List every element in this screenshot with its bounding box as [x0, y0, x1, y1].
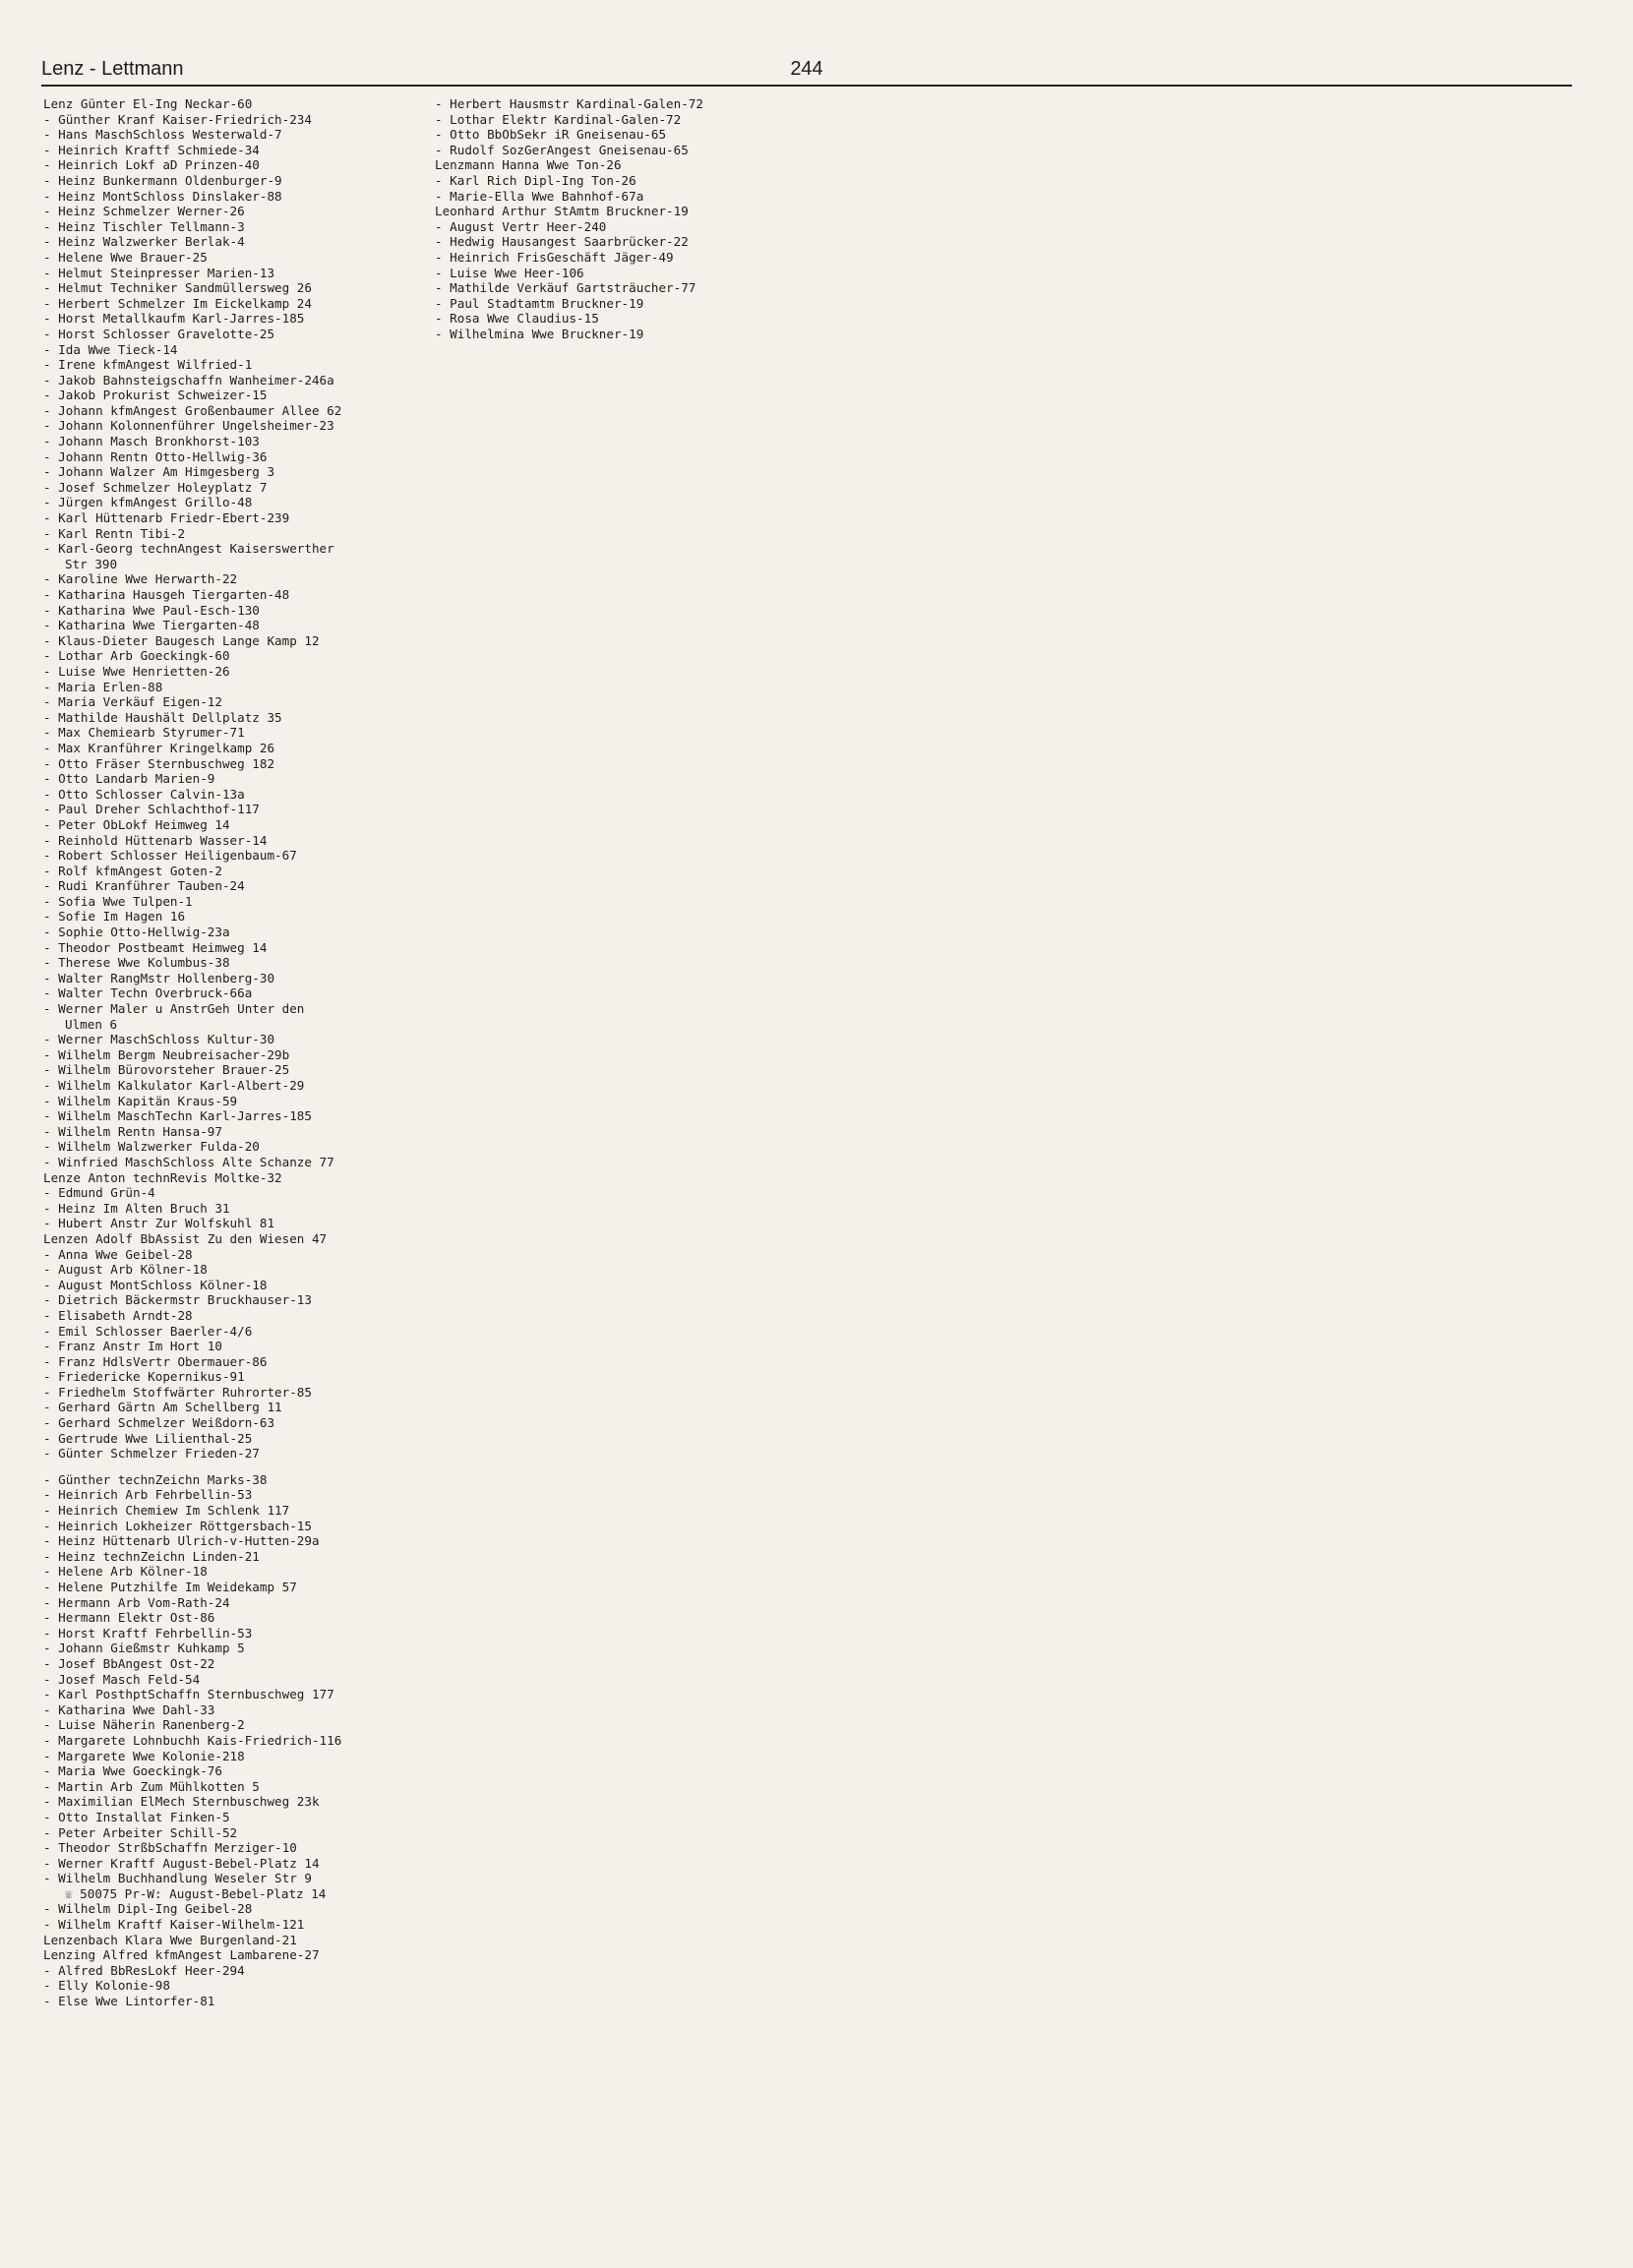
- directory-entry: - Günther Kranf Kaiser-Friedrich-234: [43, 111, 312, 127]
- directory-entry: - Heinrich Arb Fehrbellin-53: [43, 1487, 253, 1503]
- directory-entry: - Elisabeth Arndt-28: [43, 1307, 193, 1323]
- directory-entry: - Friedhelm Stoffwärter Ruhrorter-85: [43, 1384, 312, 1400]
- directory-entry: Lenzen Adolf BbAssist Zu den Wiesen 47: [43, 1230, 328, 1246]
- directory-entry: - Rudi Kranführer Tauben-24: [43, 878, 245, 894]
- directory-entry: - Therese Wwe Kolumbus-38: [43, 955, 230, 971]
- directory-entry: - Wilhelm Bürovorsteher Brauer-25: [43, 1062, 290, 1078]
- directory-entry: - Heinrich Lokheizer Röttgersbach-15: [43, 1518, 312, 1533]
- directory-entry: - Klaus-Dieter Baugesch Lange Kamp 12: [43, 632, 320, 648]
- directory-entry: - Friedericke Kopernikus-91: [43, 1369, 245, 1385]
- directory-entry: - Luise Näherin Ranenberg-2: [43, 1717, 245, 1733]
- directory-entry: - Gerhard Gärtn Am Schellberg 11: [43, 1400, 282, 1415]
- directory-entry: - Horst Metallkaufm Karl-Jarres-185: [43, 311, 305, 327]
- directory-entry: - Wilhelm Bergm Neubreisacher-29b: [43, 1046, 290, 1062]
- directory-entry: - Franz Anstr Im Hort 10: [43, 1339, 222, 1354]
- directory-entry: - Otto Landarb Marien-9: [43, 771, 215, 787]
- directory-entry-continuation: Str 390: [65, 556, 118, 571]
- directory-entry: - Jakob Bahnsteigschaffn Wanheimer-246a: [43, 372, 334, 388]
- directory-entry: - Katharina Wwe Paul-Esch-130: [43, 602, 260, 618]
- directory-entry: - Herbert Hausmstr Kardinal-Galen-72: [435, 96, 703, 111]
- directory-entry: - Werner MaschSchloss Kultur-30: [43, 1032, 275, 1047]
- directory-entry: - Gertrude Wwe Lilienthal-25: [43, 1430, 253, 1446]
- directory-entry: - Franz HdlsVertr Obermauer-86: [43, 1353, 268, 1369]
- directory-entry: - Maria Erlen-88: [43, 679, 163, 694]
- directory-entry: - Werner Kraftf August-Bebel-Platz 14: [43, 1855, 320, 1871]
- directory-entry: - Wilhelm Kapitän Kraus-59: [43, 1093, 238, 1108]
- directory-entry: - Johann Walzer Am Himgesberg 3: [43, 464, 275, 480]
- directory-entry: - Wilhelm Buchhandlung Weseler Str 9: [43, 1871, 312, 1886]
- page-number: 244: [790, 58, 823, 80]
- directory-entry: - Katharina Wwe Tiergarten-48: [43, 618, 260, 633]
- directory-entry: - Karoline Wwe Herwarth-22: [43, 571, 238, 587]
- directory-entry: - August Arb Kölner-18: [43, 1262, 208, 1278]
- directory-entry: - Otto Schlosser Calvin-13a: [43, 786, 245, 802]
- directory-entry: - Rolf kfmAngest Goten-2: [43, 863, 222, 878]
- directory-entry: - Werner Maler u AnstrGeh Unter den: [43, 1001, 305, 1017]
- directory-entry: - Heinrich Chemiew Im Schlenk 117: [43, 1503, 290, 1519]
- directory-entry: - Mathilde Verkäuf Gartsträucher-77: [435, 280, 696, 296]
- directory-entry: - Jürgen kfmAngest Grillo-48: [43, 495, 253, 510]
- directory-entry: - Wilhelm MaschTechn Karl-Jarres-185: [43, 1108, 312, 1124]
- directory-entry: - Hermann Elektr Ost-86: [43, 1610, 215, 1626]
- directory-entry: - Sophie Otto-Hellwig-23a: [43, 925, 230, 940]
- directory-entry: - Reinhold Hüttenarb Wasser-14: [43, 832, 268, 848]
- directory-entry: - Maria Verkäuf Eigen-12: [43, 694, 222, 710]
- directory-entry: - Max Chemiearb Styrumer-71: [43, 725, 245, 741]
- directory-entry: - Max Kranführer Kringelkamp 26: [43, 740, 275, 755]
- directory-entry: - Günter Schmelzer Frieden-27: [43, 1446, 260, 1462]
- directory-entry: - Helmut Techniker Sandmüllersweg 26: [43, 280, 312, 296]
- directory-entry: - Walter Techn Overbruck-66a: [43, 985, 253, 1001]
- directory-entry: - Luise Wwe Heer-106: [435, 265, 584, 280]
- directory-entry: - Heinz MontSchloss Dinslaker-88: [43, 188, 282, 204]
- directory-entry: - August MontSchloss Kölner-18: [43, 1277, 268, 1292]
- directory-entry: - Günther technZeichn Marks-38: [43, 1471, 268, 1487]
- directory-entry: - Helmut Steinpresser Marien-13: [43, 265, 275, 280]
- directory-entry: - Margarete Lohnbuchh Kais-Friedrich-116: [43, 1732, 342, 1748]
- directory-entry: - Wilhelm Rentn Hansa-97: [43, 1123, 222, 1139]
- directory-entry: - Hubert Anstr Zur Wolfskuhl 81: [43, 1216, 275, 1231]
- directory-entry: - Heinz Im Alten Bruch 31: [43, 1200, 230, 1216]
- directory-entry-continuation: ☏ 50075 Pr-W: August-Bebel-Platz 14: [65, 1885, 327, 1901]
- directory-entry: - Dietrich Bäckermstr Bruckhauser-13: [43, 1292, 312, 1308]
- directory-entry: - Karl-Georg technAngest Kaiserswerther: [43, 541, 334, 557]
- directory-entry: - Maximilian ElMech Sternbuschweg 23k: [43, 1794, 320, 1810]
- directory-entry: - Luise Wwe Henrietten-26: [43, 663, 230, 679]
- directory-entry: - Johann Rentn Otto-Hellwig-36: [43, 448, 268, 464]
- directory-entry: - Mathilde Haushält Dellplatz 35: [43, 709, 282, 725]
- directory-entry: - Marie-Ella Wwe Bahnhof-67a: [435, 188, 644, 204]
- directory-entry: - Karl Rentn Tibi-2: [43, 525, 186, 541]
- directory-entry: - Johann kfmAngest Großenbaumer Allee 62: [43, 402, 342, 418]
- directory-entry: - Wilhelm Dipl-Ing Geibel-28: [43, 1901, 253, 1917]
- directory-entry: - Elly Kolonie-98: [43, 1978, 170, 1994]
- directory-entry: - Margarete Wwe Kolonie-218: [43, 1748, 245, 1763]
- directory-entry: - Anna Wwe Geibel-28: [43, 1246, 193, 1262]
- directory-entry: - Martin Arb Zum Mühlkotten 5: [43, 1778, 260, 1794]
- directory-entry: - Wilhelm Kalkulator Karl-Albert-29: [43, 1078, 305, 1093]
- directory-entry: - Heinz Walzwerker Berlak-4: [43, 234, 245, 250]
- running-head: Lenz - Lettmann: [41, 58, 184, 80]
- directory-entry: - Robert Schlosser Heiligenbaum-67: [43, 848, 297, 864]
- directory-entry: - Horst Schlosser Gravelotte-25: [43, 326, 275, 341]
- directory-entry: - Rosa Wwe Claudius-15: [435, 311, 599, 327]
- directory-entry: - Wilhelmina Wwe Bruckner-19: [435, 326, 644, 341]
- directory-entry: - Horst Kraftf Fehrbellin-53: [43, 1625, 253, 1641]
- directory-column-4: [1192, 96, 1546, 2248]
- directory-entry: - Josef Masch Feld-54: [43, 1671, 201, 1687]
- directory-entry: Lenzing Alfred kfmAngest Lambarene-27: [43, 1947, 320, 1963]
- directory-entry: - Maria Wwe Goeckingk-76: [43, 1763, 222, 1779]
- directory-entry: - Hans MaschSchloss Westerwald-7: [43, 127, 282, 143]
- directory-entry: - Irene kfmAngest Wilfried-1: [43, 357, 253, 373]
- directory-entry: - Heinrich FrisGeschäft Jäger-49: [435, 249, 674, 265]
- directory-entry: Lenze Anton technRevis Moltke-32: [43, 1169, 282, 1185]
- directory-entry: Lenzmann Hanna Wwe Ton-26: [435, 157, 622, 173]
- page-header: [41, 49, 1572, 87]
- directory-entry: - Peter ObLokf Heimweg 14: [43, 816, 230, 832]
- directory-entry: - Jakob Prokurist Schweizer-15: [43, 388, 268, 403]
- directory-entry: - Sofie Im Hagen 16: [43, 909, 186, 925]
- directory-entry: - Johann Gießmstr Kuhkamp 5: [43, 1641, 245, 1656]
- directory-entry: - Lothar Elektr Kardinal-Galen-72: [435, 111, 682, 127]
- directory-entry: - Walter RangMstr Hollenberg-30: [43, 970, 275, 985]
- directory-entry: - Paul Dreher Schlachthof-117: [43, 802, 260, 817]
- directory-entry: - Paul Stadtamtm Bruckner-19: [435, 295, 644, 311]
- directory-entry: - Alfred BbResLokf Heer-294: [43, 1962, 245, 1978]
- directory-entry: - Otto Fräser Sternbuschweg 182: [43, 755, 275, 771]
- directory-entry: - Hermann Arb Vom-Rath-24: [43, 1594, 230, 1610]
- directory-entry: - Heinrich Lokf aD Prinzen-40: [43, 157, 260, 173]
- directory-entry: - Edmund Grün-4: [43, 1185, 155, 1201]
- directory-entry: - Wilhelm Kraftf Kaiser-Wilhelm-121: [43, 1917, 305, 1933]
- directory-entry: - Hedwig Hausangest Saarbrücker-22: [435, 234, 689, 250]
- directory-entry: - Josef Schmelzer Holeyplatz 7: [43, 479, 268, 495]
- directory-entry: - Otto Installat Finken-5: [43, 1809, 230, 1824]
- directory-entry: - Winfried MaschSchloss Alte Schanze 77: [43, 1154, 334, 1169]
- directory-entry: - Heinz Hüttenarb Ulrich-v-Hutten-29a: [43, 1533, 320, 1549]
- directory-entry: - Otto BbObSekr iR Gneisenau-65: [435, 127, 667, 143]
- directory-entry: - Rudolf SozGerAngest Gneisenau-65: [435, 142, 689, 157]
- directory-entry: - Katharina Wwe Dahl-33: [43, 1701, 215, 1717]
- directory-entry: - Heinrich Kraftf Schmiede-34: [43, 142, 260, 157]
- directory-entry: Leonhard Arthur StAmtm Bruckner-19: [435, 204, 689, 219]
- directory-entry: Lenzenbach Klara Wwe Burgenland-21: [43, 1932, 297, 1947]
- directory-entry: - Theodor Postbeamt Heimweg 14: [43, 939, 268, 955]
- directory-entry: - Theodor StrßbSchaffn Merziger-10: [43, 1840, 297, 1856]
- directory-entry: - Sofia Wwe Tulpen-1: [43, 893, 193, 909]
- directory-entry: - Helene Putzhilfe Im Weidekamp 57: [43, 1580, 297, 1594]
- directory-entry: - Helene Wwe Brauer-25: [43, 249, 208, 265]
- directory-entry: - Ida Wwe Tieck-14: [43, 341, 178, 357]
- directory-entry: - Emil Schlosser Baerler-4/6: [43, 1323, 253, 1339]
- directory-column-2: [435, 96, 789, 2248]
- directory-entry: - Wilhelm Walzwerker Fulda-20: [43, 1139, 260, 1155]
- column-gap: [43, 1462, 397, 1472]
- directory-column-1: [43, 96, 397, 2248]
- directory-entry: - Katharina Hausgeh Tiergarten-48: [43, 587, 290, 602]
- directory-entry: - Heinz Bunkermann Oldenburger-9: [43, 172, 282, 188]
- directory-entry: - Lothar Arb Goeckingk-60: [43, 648, 230, 664]
- directory-column-3: [816, 96, 1171, 2248]
- directory-entry: - Gerhard Schmelzer Weißdorn-63: [43, 1415, 275, 1431]
- directory-entry: - Johann Masch Bronkhorst-103: [43, 434, 260, 449]
- directory-entry: - Josef BbAngest Ost-22: [43, 1655, 215, 1671]
- directory-entry: - Heinz Tischler Tellmann-3: [43, 218, 245, 234]
- directory-entry: - Heinz Schmelzer Werner-26: [43, 204, 245, 219]
- directory-entry: - Herbert Schmelzer Im Eickelkamp 24: [43, 295, 312, 311]
- directory-entry: - Else Wwe Lintorfer-81: [43, 1994, 215, 2009]
- directory-entry-continuation: Ulmen 6: [65, 1016, 118, 1032]
- directory-entry: - Karl Rich Dipl-Ing Ton-26: [435, 172, 636, 188]
- directory-entry: - Peter Arbeiter Schill-52: [43, 1824, 238, 1840]
- directory-entry: - August Vertr Heer-240: [435, 218, 607, 234]
- directory-entry: Lenz Günter El-Ing Neckar-60: [43, 96, 253, 111]
- directory-entry: - Helene Arb Kölner-18: [43, 1564, 208, 1580]
- directory-entry: - Heinz technZeichn Linden-21: [43, 1548, 260, 1564]
- directory-entry: - Karl PosthptSchaffn Sternbuschweg 177: [43, 1687, 334, 1702]
- directory-entry: - Johann Kolonnenführer Ungelsheimer-23: [43, 418, 334, 434]
- directory-entry: - Karl Hüttenarb Friedr-Ebert-239: [43, 510, 290, 526]
